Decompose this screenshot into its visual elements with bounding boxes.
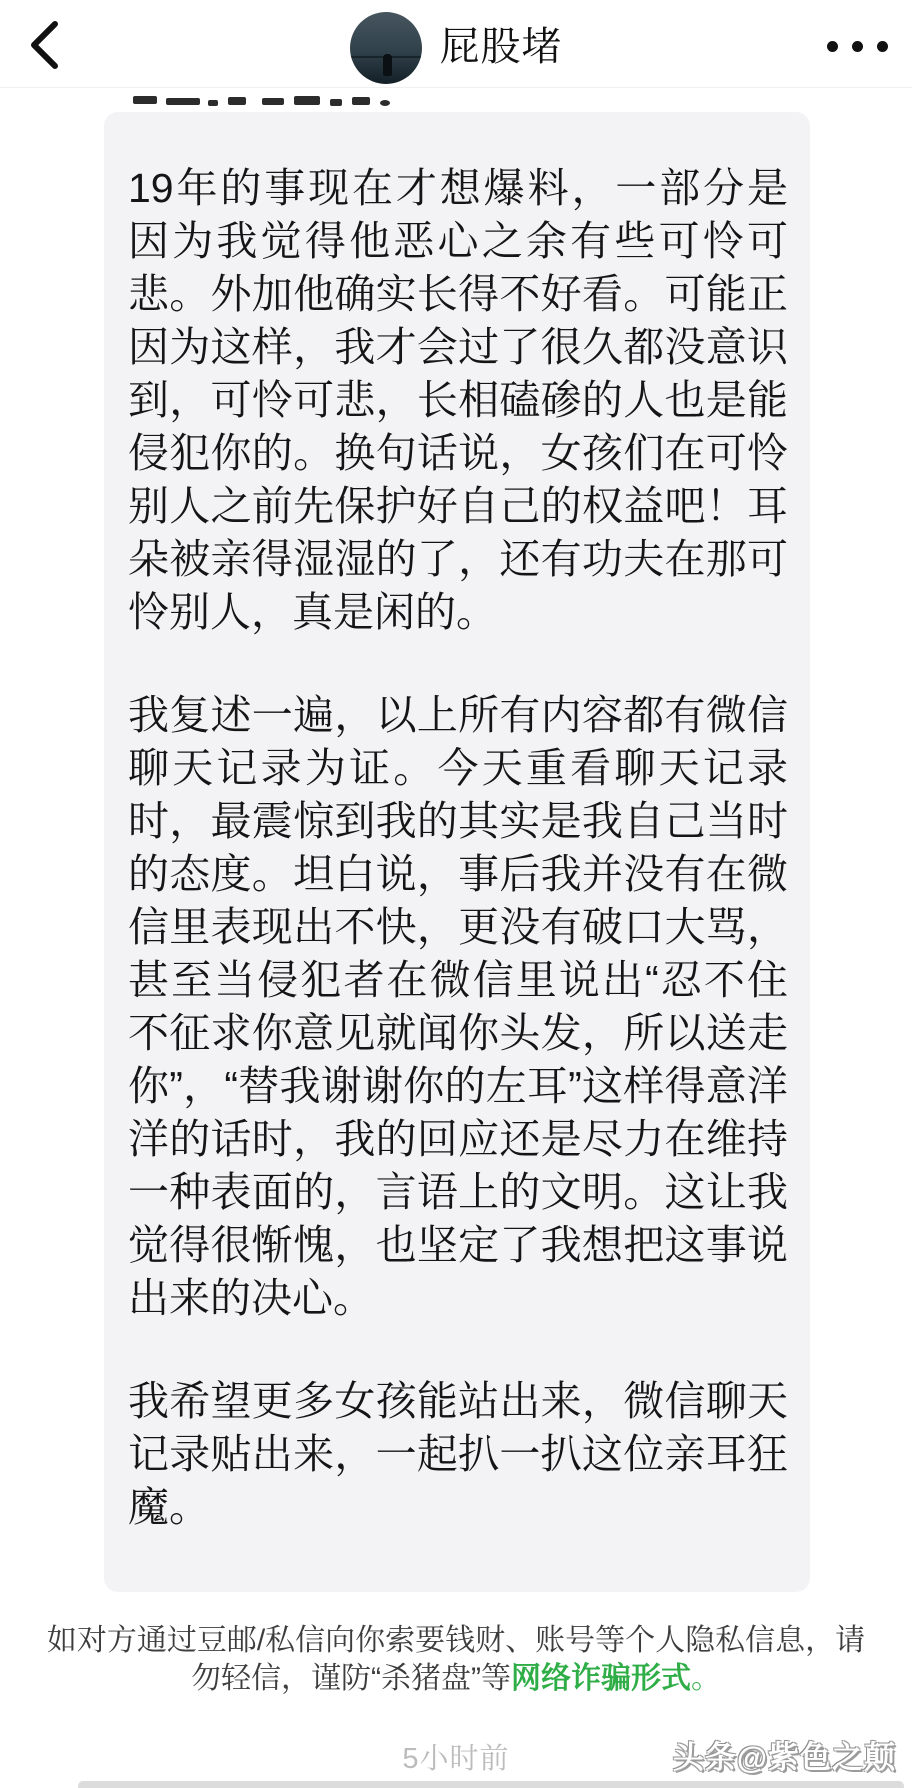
more-options-button[interactable] bbox=[816, 24, 888, 68]
user-avatar[interactable] bbox=[350, 12, 422, 84]
chevron-left-icon bbox=[27, 19, 61, 76]
ellipsis-icon bbox=[827, 41, 838, 52]
back-button[interactable] bbox=[22, 18, 66, 76]
scam-warning-highlight-link[interactable]: 网络诈骗形式 bbox=[510, 1662, 691, 1695]
post-paragraph: 我复述一遍，以上所有内容都有微信聊天记录为证。今天重看聊天记录时，最震惊到我的其实是我自己当时的态度。坦白说，事后我并没有在微信里表现出不快，更没有破口大骂，甚至当侵犯者在微信里说出“忍不住不征求你意见就闻你头发，所以送走你”，“替我谢谢你的左耳”这样得意洋洋的话时，我的回应还是尽力在维持一种表面的，言语上的文明。这让我觉得很惭愧，也坚定了我想把这事说出来的决心。 bbox=[128, 692, 788, 1321]
post-paragraph: 我希望更多女孩能站出来，微信聊天记录贴出来，一起扒一扒这位亲耳狂魔。 bbox=[128, 1378, 788, 1530]
ellipsis-icon bbox=[877, 41, 888, 52]
avatar-photo-silhouette bbox=[383, 54, 392, 76]
post-paragraph: 19年的事现在才想爆料，一部分是因为我觉得他恶心之余有些可怜可悲。外加他确实长得不好看。可能正因为这样，我才会过了很久都没意识到，可怜可悲，长相磕碜的人也是能侵犯你的。换句话说，女孩们在可怜别人之前先保护好自己的权益吧！耳朵被亲得湿湿的了，还有功夫在那可怜别人，真是闲的。 bbox=[128, 165, 788, 635]
post-content-card[interactable] bbox=[104, 112, 810, 1592]
page-title[interactable]: 屁股堵 bbox=[439, 25, 563, 69]
scam-warning-text: 如对方通过豆邮/私信向你索要钱财、账号等个人隐私信息，请勿轻信，谨防“杀猪盘”等 bbox=[46, 1624, 866, 1695]
scam-warning-notice bbox=[41, 1622, 871, 1698]
bottom-sheet-edge[interactable] bbox=[78, 1781, 904, 1788]
scam-warning-period: 。 bbox=[690, 1662, 721, 1695]
navigation-bar bbox=[0, 0, 912, 88]
toutiao-watermark: 头条@紫色之颠 bbox=[672, 1740, 896, 1775]
post-timestamp: 5小时前 bbox=[402, 1743, 510, 1775]
ellipsis-icon bbox=[852, 41, 863, 52]
header-title-group bbox=[0, 0, 912, 87]
clipped-text-line bbox=[0, 88, 912, 112]
